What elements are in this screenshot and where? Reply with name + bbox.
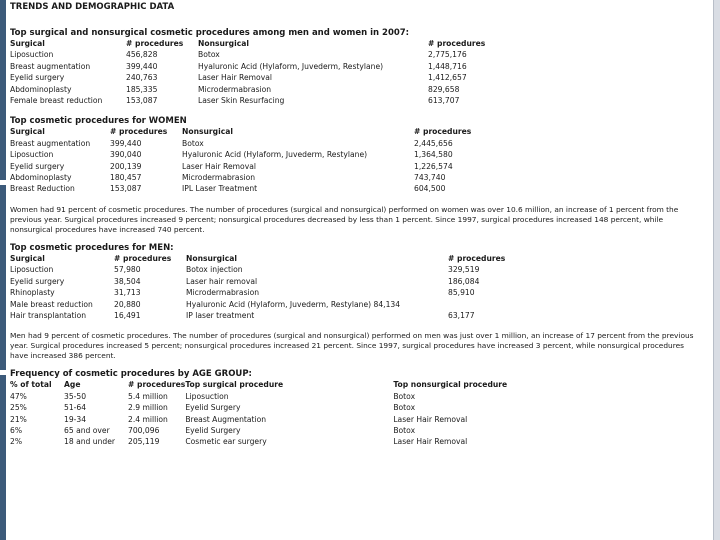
- table-row: [10, 161, 504, 172]
- table-row: [10, 264, 538, 275]
- table-cell: 700,096: [128, 425, 160, 435]
- section-top-procedures: [10, 28, 709, 106]
- table-row: [10, 84, 518, 95]
- table-cell: 63,177: [448, 310, 475, 320]
- table-cell: 399,440: [126, 61, 158, 71]
- column-header: # procedures: [414, 127, 472, 137]
- column-header: # procedures: [128, 380, 186, 390]
- table-cell: 399,440: [110, 138, 142, 148]
- table-cell: 743,740: [414, 173, 446, 183]
- table-row: [10, 61, 518, 72]
- section-heading: Top surgical and nonsurgical cosmetic procedures among men and women in 2007:: [10, 28, 410, 38]
- column-header: # procedures: [448, 253, 506, 263]
- table-row: [10, 287, 538, 298]
- column-header: # procedures: [126, 39, 184, 48]
- table-cell: 31,713: [114, 288, 141, 298]
- table-cell: Laser hair removal: [186, 276, 258, 286]
- table-cell: Breast augmentation: [10, 138, 91, 148]
- column-header: Age: [64, 380, 81, 390]
- table-age-group: [10, 379, 563, 447]
- table-cell: 2.9 million: [128, 403, 168, 413]
- table-cell: Laser Hair Removal: [393, 414, 468, 424]
- table-row: [10, 310, 538, 321]
- table-cell: Microdermabrasion: [182, 173, 256, 183]
- table-cell: Liposuction: [10, 265, 54, 275]
- table-cell: Eyelid surgery: [10, 73, 65, 83]
- table-row: [10, 49, 518, 60]
- table-cell: 18 and under: [64, 437, 116, 447]
- table-row: [10, 149, 504, 160]
- table-cell: Cosmetic ear surgery: [185, 437, 267, 447]
- table-cell: 38,504: [114, 276, 141, 286]
- table-cell: 57,980: [114, 265, 141, 275]
- table-cell: 240,763: [126, 73, 158, 83]
- table-cell: Abdominoplasty: [10, 173, 72, 183]
- column-header: Surgical: [10, 127, 45, 137]
- table-row: [10, 425, 563, 436]
- column-header: % of total: [10, 380, 52, 390]
- table-cell: Male breast reduction: [10, 299, 93, 309]
- column-header: # procedures: [110, 127, 168, 137]
- table-cell: 5.4 million: [128, 391, 168, 401]
- section-age-group: [10, 369, 709, 447]
- table-cell: 205,119: [128, 437, 160, 447]
- table-cell: 35-50: [64, 391, 87, 401]
- table-row: [10, 138, 504, 149]
- table-cell: 6%: [10, 425, 23, 435]
- table-cell: 21%: [10, 414, 27, 424]
- table-row: [10, 414, 563, 425]
- table-cell: Hyaluronic Acid (Hylaform, Juvederm, Restylane) 84,134: [186, 299, 401, 309]
- table-cell: 2.4 million: [128, 414, 168, 424]
- table-cell: 613,707: [428, 96, 460, 106]
- column-header: Top nonsurgical procedure: [393, 380, 508, 390]
- table-cell: Botox: [198, 50, 220, 60]
- table-cell: Botox: [393, 391, 416, 401]
- table-cell: Laser Hair Removal: [198, 73, 272, 83]
- table-row: [10, 183, 504, 194]
- table-row: [10, 95, 518, 106]
- table-header-row: [10, 253, 538, 264]
- table-cell: 456,828: [126, 50, 158, 60]
- table-cell: 20,880: [114, 299, 141, 309]
- section-heading: Frequency of cosmetic procedures by AGE GROUP:: [10, 369, 252, 380]
- column-header: # procedures: [114, 253, 172, 263]
- document-page: [6, 0, 714, 540]
- table-cell: 1,226,574: [414, 161, 453, 171]
- table-cell: Botox: [393, 403, 416, 413]
- table-cell: 25%: [10, 403, 27, 413]
- section-women: [10, 116, 709, 194]
- table-cell: Liposuction: [185, 391, 229, 401]
- table-cell: Botox: [393, 425, 416, 435]
- table-cell: 2%: [10, 437, 23, 447]
- table-cell: Liposuction: [10, 50, 54, 60]
- table-cell: 85,910: [448, 288, 475, 298]
- table-row: [10, 72, 518, 83]
- table-cell: 604,500: [414, 184, 446, 194]
- table-cell: 185,335: [126, 84, 158, 94]
- table-cell: 390,040: [110, 150, 142, 160]
- table-cell: Rhinoplasty: [10, 288, 55, 298]
- table-cell: 47%: [10, 391, 27, 401]
- table-men: [10, 253, 538, 321]
- table-cell: 329,519: [448, 265, 480, 275]
- table-cell: 2,445,656: [414, 138, 453, 148]
- table-cell: Breast augmentation: [10, 61, 91, 71]
- table-cell: 19-34: [64, 414, 87, 424]
- table-cell: 1,448,716: [428, 61, 467, 71]
- table-cell: Hyaluronic Acid (Hylaform, Juvederm, Restylane): [198, 61, 384, 71]
- table-cell: 200,139: [110, 161, 142, 171]
- table-cell: Microdermabrasion: [198, 84, 272, 94]
- table-cell: 65 and over: [64, 425, 110, 435]
- table-cell: 16,491: [114, 310, 141, 320]
- section-men: [10, 243, 709, 321]
- table-cell: 1,412,657: [428, 73, 467, 83]
- women-summary-paragraph: Women had 91 percent of cosmetic procedures. The number of procedures (surgical and nonsurgical) performed on women was over 10.6 million, an increase of 1 percent from the previous year. Surgical procedures increased 9 percent; nonsurgical procedures decreased by less than 1 percent. Since 1997, surgical procedures increased 148 percent, while nonsurgical procedures have increased 740 percent.: [10, 204, 679, 234]
- table-row: [10, 276, 538, 287]
- table-cell: Laser Hair Removal: [393, 437, 468, 447]
- section-heading: Top cosmetic procedures for MEN:: [10, 242, 174, 253]
- table-cell: 51-64: [64, 403, 87, 413]
- table-cell: Laser Hair Removal: [182, 161, 256, 171]
- column-header: Surgical: [10, 253, 45, 263]
- table-cell: 829,658: [428, 84, 460, 94]
- document-title: TRENDS AND DEMOGRAPHIC DATA: [10, 2, 175, 12]
- table-cell: Liposuction: [10, 150, 54, 160]
- table-cell: Eyelid surgery: [10, 276, 65, 286]
- table-women: [10, 126, 504, 194]
- table-cell: Breast Augmentation: [185, 414, 267, 424]
- table-cell: Eyelid Surgery: [185, 425, 241, 435]
- table-cell: Botox: [182, 138, 204, 148]
- men-summary-paragraph: Men had 9 percent of cosmetic procedures. The number of procedures (surgical and nonsurgical) performed on men was just over 1 million, an increase of 17 percent from the previous year. Surgical procedures increased 5 percent; nonsurgical procedures increased 21 percent. Since 1997, surgical procedures have increased 3 percent, while nonsurgical procedures have increased 386 percent.: [10, 331, 694, 361]
- table-cell: 153,087: [110, 184, 142, 194]
- column-header: Nonsurgical: [198, 39, 249, 48]
- table-row: [10, 402, 563, 413]
- table-cell: Botox injection: [186, 265, 243, 275]
- table-cell: Hyaluronic Acid (Hylaform, Juvederm, Restylane): [182, 150, 368, 160]
- table-cell: 186,084: [448, 276, 480, 286]
- table-cell: Laser Skin Resurfacing: [198, 96, 285, 106]
- table-cell: 1,364,580: [414, 150, 453, 160]
- table-header-row: [10, 126, 504, 137]
- table-cell: Abdominoplasty: [10, 84, 72, 94]
- column-header: Nonsurgical: [186, 253, 237, 263]
- table-header-row: [10, 379, 563, 390]
- table-cell: Hair transplantation: [10, 310, 87, 320]
- table-cell: 2,775,176: [428, 50, 467, 60]
- column-header: Nonsurgical: [182, 127, 233, 137]
- table-cell: Microdermabrasion: [186, 288, 260, 298]
- table-cell: Female breast reduction: [10, 96, 103, 106]
- table-cell: Eyelid Surgery: [185, 403, 241, 413]
- table-row: [10, 299, 538, 310]
- column-header: Top surgical procedure: [185, 380, 284, 390]
- table-top-procedures: [10, 38, 518, 106]
- section-heading: Top cosmetic procedures for WOMEN: [10, 116, 187, 127]
- column-header: Surgical: [10, 39, 45, 48]
- table-header-row: [10, 38, 518, 49]
- table-cell: IP laser treatment: [186, 310, 255, 320]
- table-cell: IPL Laser Treatment: [182, 184, 258, 194]
- table-cell: 180,457: [110, 173, 142, 183]
- table-cell: 153,087: [126, 96, 158, 106]
- table-row: [10, 391, 563, 402]
- table-row: [10, 172, 504, 183]
- table-row: [10, 436, 563, 447]
- table-cell: Eyelid surgery: [10, 161, 65, 171]
- column-header: # procedures: [428, 39, 486, 48]
- table-cell: Breast Reduction: [10, 184, 75, 194]
